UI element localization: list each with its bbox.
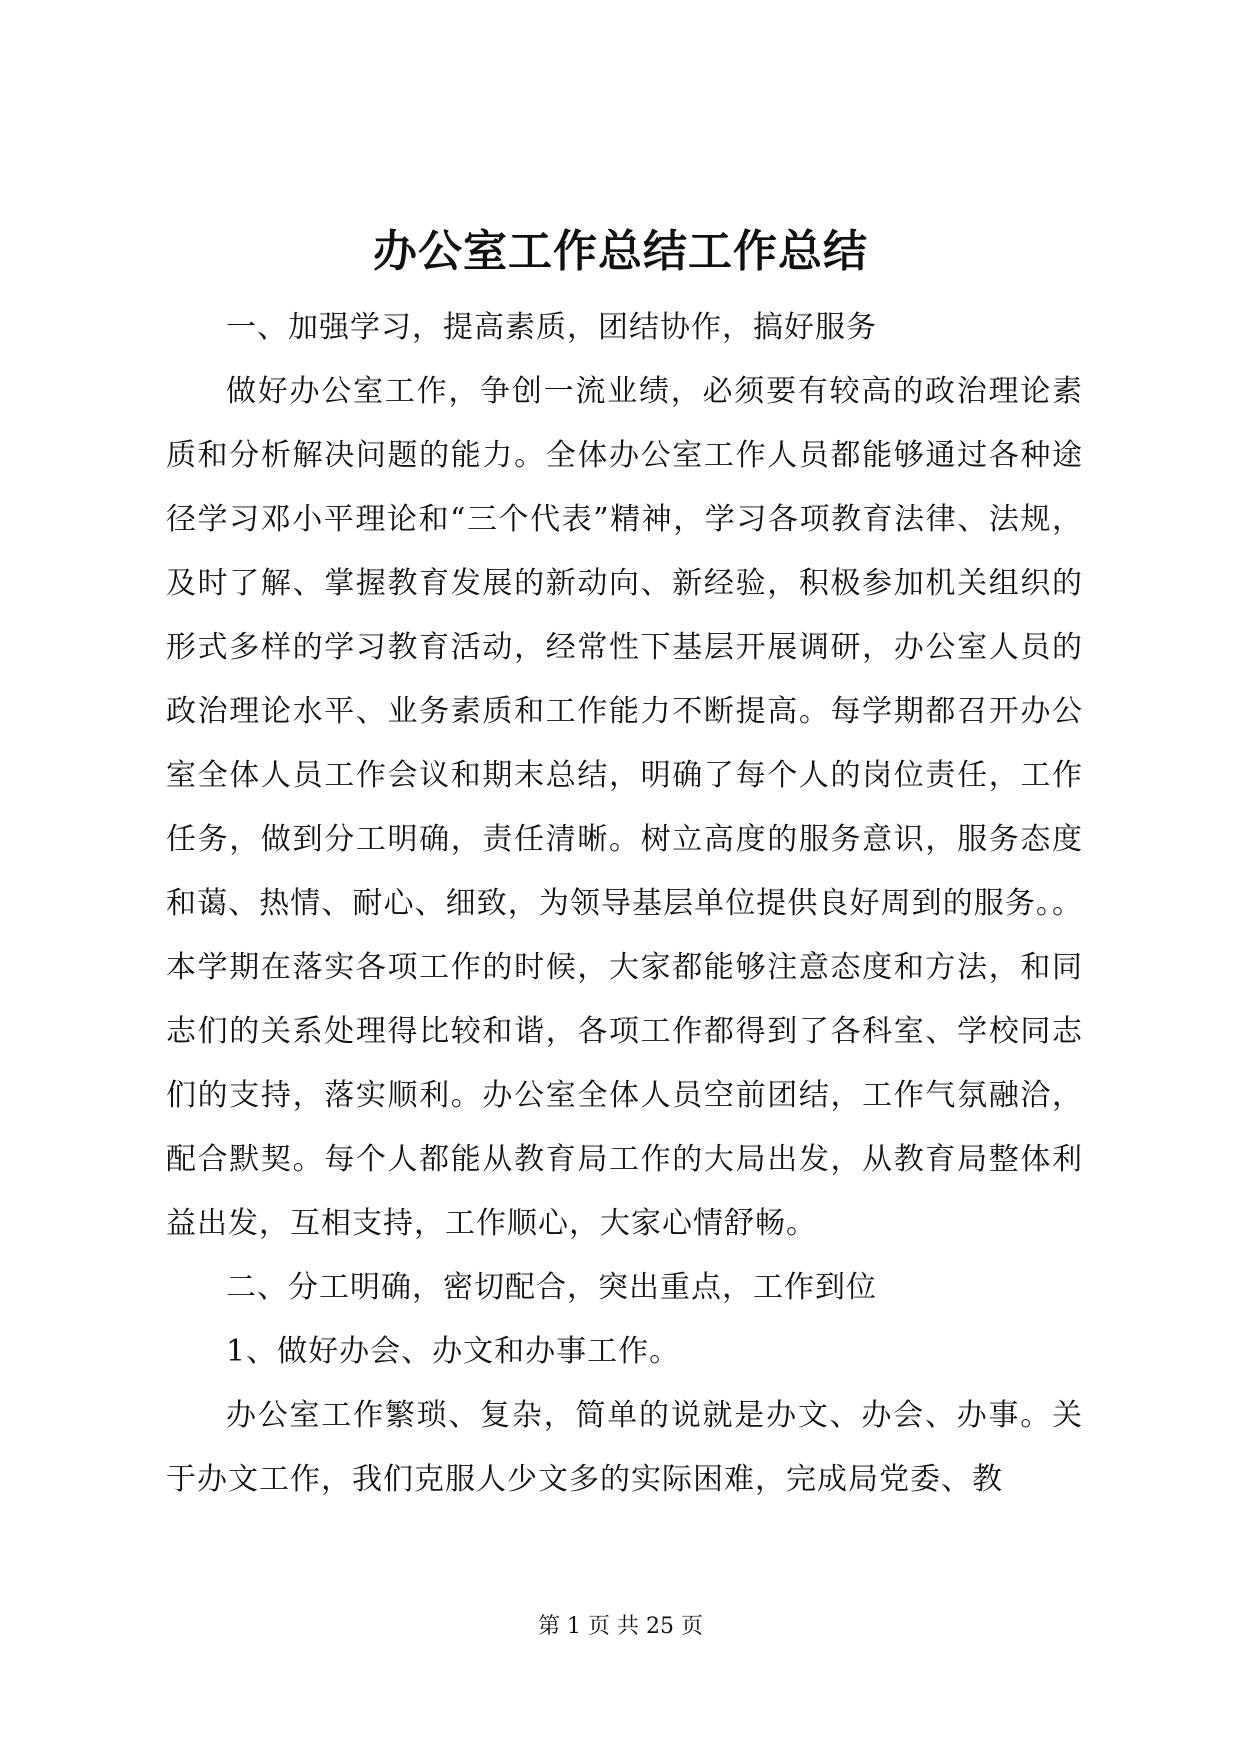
subsection-heading-1: 1、做好办会、办文和办事工作。 bbox=[226, 1334, 681, 1369]
section-heading-2: 二、分工明确，密切配合，突出重点，工作到位 bbox=[226, 1270, 877, 1305]
page-footer: 第 1 页 共 25 页 bbox=[538, 1614, 703, 1639]
body-paragraph-1: 做好办公室工作，争创一流业绩，必须要有较高的政治理论素质和分析解决问题的能力。全体办公室工作人员都能够通过各种途径学习邓小平理论和“三个代表”精神，学习各项教育法律、法规，及时了解、掌握教育发展的新动向、新经验，积极参加机关组织的形式多样的学习教育活动，经常性下基层开展调研，办公室人员的政治理论水平、业务素质和工作能力不断提高。每学期都召开办公室全体人员工作会议和期末总结，明确了每个人的岗位责任，工作任务，做到分工明确，责任清晰。树立高度的服务意识，服务态度和蔼、热情、耐心、细致，为领导基层单位提供良好周到的服务。。本学期在落实各项工作的时候，大家都能够注意态度和方法，和同志们的关系处理得比较和谐，各项工作都得到了各科室、学校同志们的支持，落实顺利。办公室全体人员空前团结，工作气氛融洽，配合默契。每个人都能从教育局工作的大局出发，从教育局整体利益出发，互相支持，工作顺心，大家心情舒畅。 bbox=[166, 374, 1083, 1241]
section-heading-1: 一、加强学习，提高素质，团结协作，搞好服务 bbox=[226, 310, 877, 345]
document-body bbox=[166, 296, 1083, 1512]
document-title: 办公室工作总结工作总结 bbox=[373, 226, 868, 277]
body-paragraph-2: 办公室工作繁琐、复杂，简单的说就是办文、办会、办事。关于办文工作，我们克服人少文多的实际困难，完成局党委、教 bbox=[166, 1398, 1083, 1497]
